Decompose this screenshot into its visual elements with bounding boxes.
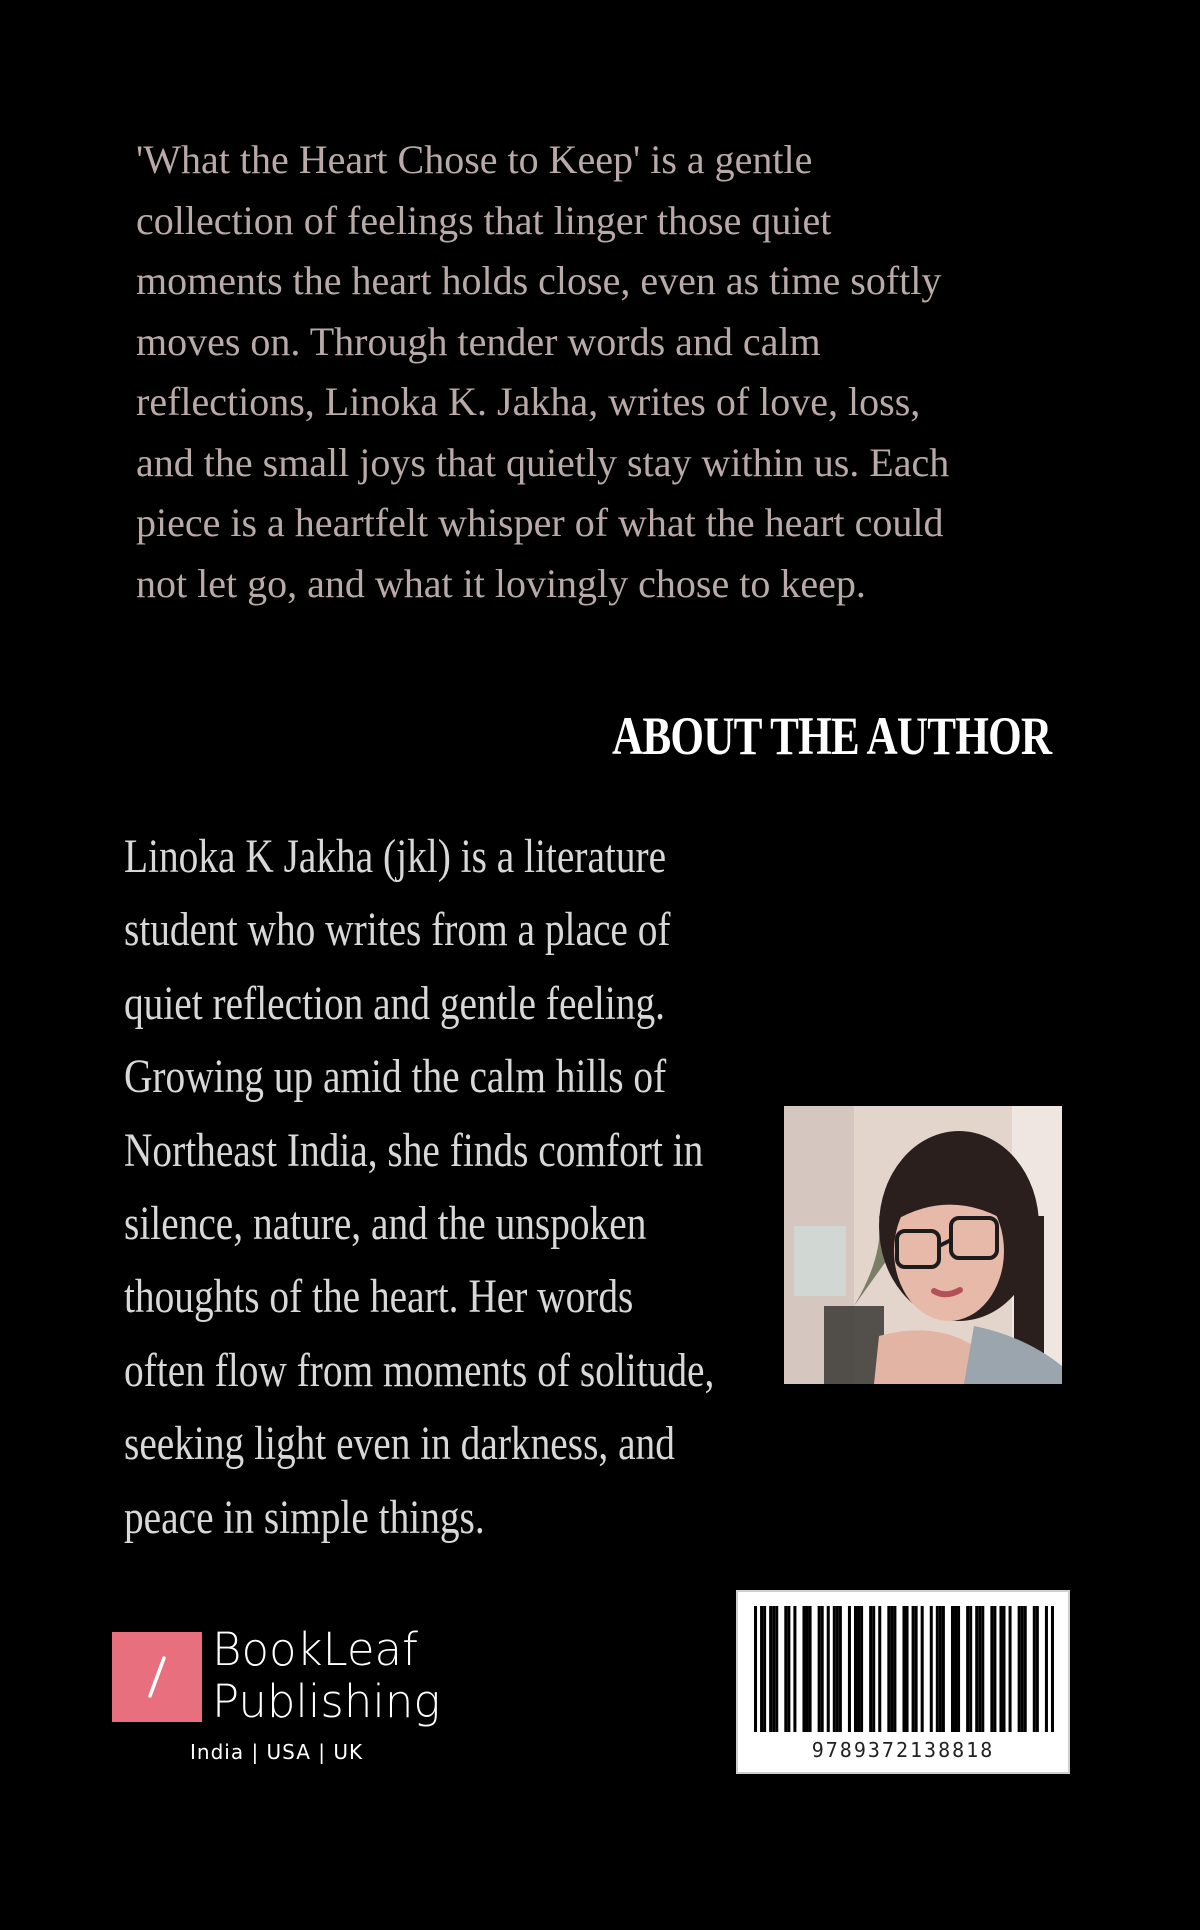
barcode-bar: [839, 1606, 842, 1732]
barcode-bar: [942, 1606, 945, 1732]
barcode-bar: [966, 1606, 969, 1732]
barcode-bar: [993, 1606, 996, 1732]
barcode-bar: [827, 1606, 830, 1732]
barcode-bar: [854, 1606, 857, 1732]
barcode-bar: [921, 1606, 924, 1732]
barcode-bar: [990, 1606, 993, 1732]
barcode-bar: [999, 1606, 1002, 1732]
barcode-bar: [793, 1606, 796, 1732]
barcode-bar: [760, 1606, 763, 1732]
barcode-bar: [975, 1606, 978, 1732]
barcode-bar: [763, 1606, 766, 1732]
isbn-number: 9789372138818: [811, 1738, 995, 1762]
barcode-bar: [1024, 1606, 1027, 1732]
barcode-bar: [902, 1606, 905, 1732]
barcode-bar: [848, 1606, 851, 1732]
barcode-bar: [951, 1606, 954, 1732]
barcode-bar: [1051, 1606, 1054, 1732]
isbn-barcode: [736, 1590, 1070, 1774]
barcode-bar: [857, 1606, 860, 1732]
barcode-bar: [1036, 1606, 1039, 1732]
barcode-bar: [1045, 1606, 1048, 1732]
barcode-bar: [1002, 1606, 1005, 1732]
author-portrait-illustration: [784, 1106, 1062, 1384]
barcode-bar: [860, 1606, 863, 1732]
barcode-bar: [787, 1606, 790, 1732]
barcode-bar: [893, 1606, 896, 1732]
about-the-author-heading: ABOUT THE AUTHOR: [612, 706, 1052, 766]
barcode-bar: [878, 1606, 881, 1732]
barcode-bar: [890, 1606, 893, 1732]
barcode-bar: [887, 1606, 890, 1732]
barcode-bar: [936, 1606, 939, 1732]
barcode-bars: [754, 1606, 1054, 1732]
barcode-bar: [930, 1606, 933, 1732]
back-cover-blurb: 'What the Heart Chose to Keep' is a gentle collection of feelings that linger those quiet moments the heart holds close, even as time softly moves on. Through tender words and calm reflections, Linoka K. Jakha, writes of love, loss, and the small joys that quietly stay within us. Each piece is a heartfelt whisper of what the heart could not let go, and what it lovingly chose to keep.: [136, 137, 950, 606]
barcode-bar: [769, 1606, 772, 1732]
barcode-bar: [836, 1606, 839, 1732]
bookleaf-logo-mark: [112, 1632, 202, 1722]
barcode-bar: [818, 1606, 821, 1732]
barcode-bar: [869, 1606, 872, 1732]
publisher-name: [212, 1624, 440, 1728]
author-bio: Linoka K Jakha (jkl) is a literature student who writes from a place of quiet reflection and gentle feeling. Growing up amid the calm hills of Northeast India, she finds comfort in silence, nature, and the unspoken thoughts of the heart. Her words often flow from moments of solitude, seeking light even in darkness, and peace in simple things.: [124, 830, 715, 1544]
barcode-bar: [969, 1606, 972, 1732]
barcode-bar: [1021, 1606, 1024, 1732]
barcode-bar: [906, 1606, 909, 1732]
barcode-bar: [772, 1606, 775, 1732]
barcode-bar: [957, 1606, 960, 1732]
barcode-bar: [915, 1606, 918, 1732]
barcode-bar: [775, 1606, 778, 1732]
barcode-bar: [833, 1606, 836, 1732]
publisher-regions: India | USA | UK: [190, 1740, 364, 1764]
barcode-bar: [809, 1606, 812, 1732]
barcode-bar: [1033, 1606, 1036, 1732]
barcode-bar: [1018, 1606, 1021, 1732]
barcode-bar: [754, 1606, 757, 1732]
barcode-bar: [872, 1606, 875, 1732]
barcode-bar: [939, 1606, 942, 1732]
barcode-bar: [821, 1606, 824, 1732]
barcode-bar: [978, 1606, 981, 1732]
barcode-bar: [912, 1606, 915, 1732]
publisher-name-line2: Publishing: [212, 1675, 441, 1728]
barcode-bar: [954, 1606, 957, 1732]
slash-icon: [142, 1652, 172, 1702]
author-photo: [784, 1106, 1062, 1384]
barcode-bar: [806, 1606, 809, 1732]
barcode-bar: [802, 1606, 805, 1732]
barcode-bar: [981, 1606, 984, 1732]
barcode-bar: [1009, 1606, 1012, 1732]
publisher-name-line1: BookLeaf: [212, 1623, 418, 1676]
barcode-bar: [784, 1606, 787, 1732]
